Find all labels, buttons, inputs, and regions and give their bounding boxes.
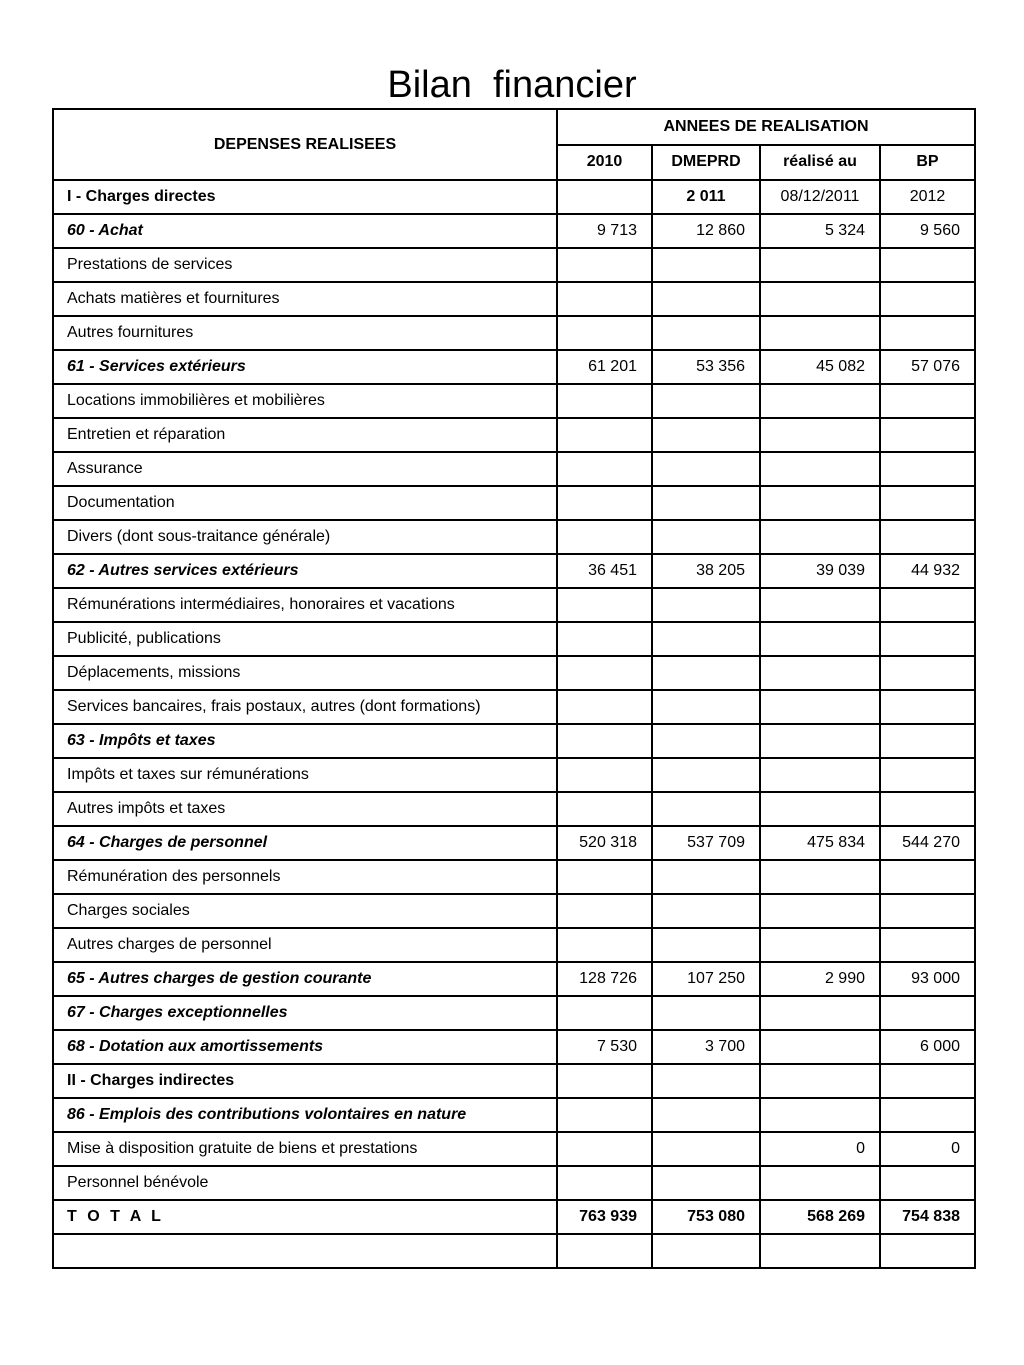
row-label: 64 - Charges de personnel xyxy=(53,826,557,860)
table-row xyxy=(53,452,975,486)
cell-2010: 520 318 xyxy=(557,826,652,860)
table-row xyxy=(53,860,975,894)
cell-dmeprd: 12 860 xyxy=(652,214,760,248)
cell-dmeprd xyxy=(652,1234,760,1268)
table-row xyxy=(53,792,975,826)
cell-dmeprd xyxy=(652,792,760,826)
cell-realise xyxy=(760,690,880,724)
cell-dmeprd xyxy=(652,724,760,758)
cell-bp xyxy=(880,452,975,486)
cell-2010: 763 939 xyxy=(557,1200,652,1234)
cell-bp xyxy=(880,996,975,1030)
cell-2010 xyxy=(557,1234,652,1268)
table-row xyxy=(53,1030,975,1064)
row-label: 67 - Charges exceptionnelles xyxy=(53,996,557,1030)
cell-2010 xyxy=(557,724,652,758)
page-title: Bilan financier xyxy=(387,64,637,106)
row-label: Mise à disposition gratuite de biens et prestations xyxy=(53,1132,557,1166)
row-label: Autres charges de personnel xyxy=(53,928,557,962)
cell-bp: 6 000 xyxy=(880,1030,975,1064)
table-row-subheader xyxy=(53,180,975,214)
header-annees: ANNEES DE REALISATION xyxy=(557,109,975,145)
row-label: Achats matières et fournitures xyxy=(53,282,557,316)
cell-realise xyxy=(760,486,880,520)
cell-realise xyxy=(760,1234,880,1268)
table-row xyxy=(53,1132,975,1166)
cell-dmeprd xyxy=(652,1132,760,1166)
cell-dmeprd xyxy=(652,1166,760,1200)
table-row xyxy=(53,1166,975,1200)
table-row xyxy=(53,248,975,282)
cell-realise xyxy=(760,1098,880,1132)
cell-2010 xyxy=(557,282,652,316)
cell-realise: 5 324 xyxy=(760,214,880,248)
cell-bp xyxy=(880,758,975,792)
row-label: 65 - Autres charges de gestion courante xyxy=(53,962,557,996)
cell-2010 xyxy=(557,1098,652,1132)
cell-bp xyxy=(880,860,975,894)
table-row xyxy=(53,588,975,622)
cell-realise xyxy=(760,384,880,418)
cell-2010 xyxy=(557,894,652,928)
cell-dmeprd: 3 700 xyxy=(652,1030,760,1064)
cell-bp xyxy=(880,248,975,282)
cell-bp xyxy=(880,588,975,622)
row-label: 60 - Achat xyxy=(53,214,557,248)
row-label: II - Charges indirectes xyxy=(53,1064,557,1098)
header-depenses: DEPENSES REALISEES xyxy=(53,109,557,180)
row-label: 86 - Emplois des contributions volontaires en nature xyxy=(53,1098,557,1132)
table-row xyxy=(53,758,975,792)
row-label: 68 - Dotation aux amortissements xyxy=(53,1030,557,1064)
cell-realise xyxy=(760,452,880,486)
table-row xyxy=(53,1200,975,1234)
cell-2010 xyxy=(557,452,652,486)
cell-realise xyxy=(760,1030,880,1064)
cell-dmeprd xyxy=(652,928,760,962)
table-row xyxy=(53,656,975,690)
cell-dmeprd xyxy=(652,1098,760,1132)
cell-2010: 61 201 xyxy=(557,350,652,384)
cell-bp xyxy=(880,282,975,316)
cell-bp xyxy=(880,792,975,826)
row-label: Rémunération des personnels xyxy=(53,860,557,894)
cell-2010 xyxy=(557,622,652,656)
cell-dmeprd xyxy=(652,282,760,316)
cell-dmeprd xyxy=(652,860,760,894)
cell-dmeprd xyxy=(652,486,760,520)
table-row xyxy=(53,384,975,418)
cell-dmeprd xyxy=(652,690,760,724)
row-label: T O T A L xyxy=(53,1200,557,1234)
cell-realise xyxy=(760,588,880,622)
table-row xyxy=(53,724,975,758)
table-row xyxy=(53,520,975,554)
cell-realise xyxy=(760,928,880,962)
col-realise: réalisé au xyxy=(760,145,880,181)
cell-bp: 0 xyxy=(880,1132,975,1166)
row-label: Services bancaires, frais postaux, autres (dont formations) xyxy=(53,690,557,724)
table-row xyxy=(53,622,975,656)
cell-2010 xyxy=(557,180,652,214)
table-row xyxy=(53,928,975,962)
cell-dmeprd: 107 250 xyxy=(652,962,760,996)
col-dmeprd: DMEPRD xyxy=(652,145,760,181)
table-row xyxy=(53,282,975,316)
cell-dmeprd xyxy=(652,656,760,690)
cell-2010 xyxy=(557,248,652,282)
table-row xyxy=(53,996,975,1030)
table-row xyxy=(53,486,975,520)
cell-bp xyxy=(880,316,975,350)
cell-realise xyxy=(760,758,880,792)
cell-2010: 36 451 xyxy=(557,554,652,588)
table-row xyxy=(53,316,975,350)
row-label: Entretien et réparation xyxy=(53,418,557,452)
table-row xyxy=(53,214,975,248)
cell-2010 xyxy=(557,1166,652,1200)
cell-2010 xyxy=(557,418,652,452)
row-label: I - Charges directes xyxy=(53,180,557,214)
col-2010: 2010 xyxy=(557,145,652,181)
cell-realise xyxy=(760,248,880,282)
cell-realise xyxy=(760,282,880,316)
table-row xyxy=(53,1234,975,1268)
cell-dmeprd xyxy=(652,758,760,792)
cell-bp xyxy=(880,1234,975,1268)
cell-2010 xyxy=(557,588,652,622)
cell-2010 xyxy=(557,928,652,962)
cell-bp xyxy=(880,1098,975,1132)
cell-bp xyxy=(880,724,975,758)
row-label: Autres fournitures xyxy=(53,316,557,350)
cell-realise: 568 269 xyxy=(760,1200,880,1234)
row-label: Autres impôts et taxes xyxy=(53,792,557,826)
row-label: Divers (dont sous-traitance générale) xyxy=(53,520,557,554)
cell-bp xyxy=(880,1166,975,1200)
cell-dmeprd: 753 080 xyxy=(652,1200,760,1234)
cell-2010 xyxy=(557,486,652,520)
cell-dmeprd: 53 356 xyxy=(652,350,760,384)
cell-bp xyxy=(880,928,975,962)
cell-2010 xyxy=(557,758,652,792)
cell-bp xyxy=(880,622,975,656)
cell-bp xyxy=(880,418,975,452)
cell-dmeprd xyxy=(652,316,760,350)
row-label: 62 - Autres services extérieurs xyxy=(53,554,557,588)
col-bp: BP xyxy=(880,145,975,181)
table-row xyxy=(53,894,975,928)
cell-realise: 475 834 xyxy=(760,826,880,860)
cell-bp: 9 560 xyxy=(880,214,975,248)
cell-dmeprd: 2 011 xyxy=(652,180,760,214)
cell-realise xyxy=(760,622,880,656)
cell-dmeprd xyxy=(652,248,760,282)
table-row xyxy=(53,962,975,996)
cell-dmeprd xyxy=(652,1064,760,1098)
row-label: Déplacements, missions xyxy=(53,656,557,690)
row-label: Assurance xyxy=(53,452,557,486)
cell-bp xyxy=(880,520,975,554)
row-label: Documentation xyxy=(53,486,557,520)
cell-realise xyxy=(760,792,880,826)
cell-dmeprd xyxy=(652,384,760,418)
cell-2010 xyxy=(557,384,652,418)
cell-dmeprd xyxy=(652,894,760,928)
cell-2010 xyxy=(557,690,652,724)
cell-dmeprd xyxy=(652,418,760,452)
cell-2010 xyxy=(557,316,652,350)
cell-realise xyxy=(760,996,880,1030)
cell-2010 xyxy=(557,792,652,826)
cell-realise xyxy=(760,1166,880,1200)
cell-bp xyxy=(880,894,975,928)
row-label: 63 - Impôts et taxes xyxy=(53,724,557,758)
cell-dmeprd xyxy=(652,520,760,554)
cell-2010 xyxy=(557,860,652,894)
cell-bp: 57 076 xyxy=(880,350,975,384)
cell-bp: 2012 xyxy=(880,180,975,214)
cell-2010: 7 530 xyxy=(557,1030,652,1064)
cell-dmeprd xyxy=(652,996,760,1030)
table-row xyxy=(53,1098,975,1132)
cell-realise xyxy=(760,894,880,928)
row-label: Personnel bénévole xyxy=(53,1166,557,1200)
table-row xyxy=(53,350,975,384)
cell-realise xyxy=(760,656,880,690)
cell-bp: 544 270 xyxy=(880,826,975,860)
cell-realise xyxy=(760,860,880,894)
cell-2010 xyxy=(557,1132,652,1166)
cell-realise xyxy=(760,316,880,350)
cell-realise: 45 082 xyxy=(760,350,880,384)
row-label: 61 - Services extérieurs xyxy=(53,350,557,384)
cell-bp xyxy=(880,1064,975,1098)
cell-bp xyxy=(880,690,975,724)
table-row xyxy=(53,826,975,860)
cell-realise xyxy=(760,724,880,758)
cell-2010 xyxy=(557,1064,652,1098)
cell-2010: 9 713 xyxy=(557,214,652,248)
table-row xyxy=(53,418,975,452)
table-row xyxy=(53,690,975,724)
cell-bp xyxy=(880,656,975,690)
cell-realise: 08/12/2011 xyxy=(760,180,880,214)
financial-table xyxy=(52,108,976,1269)
cell-bp xyxy=(880,384,975,418)
cell-realise xyxy=(760,1064,880,1098)
cell-realise xyxy=(760,418,880,452)
row-label: Locations immobilières et mobilières xyxy=(53,384,557,418)
table-body xyxy=(53,180,975,1268)
cell-bp: 44 932 xyxy=(880,554,975,588)
cell-bp xyxy=(880,486,975,520)
cell-dmeprd xyxy=(652,452,760,486)
table-row xyxy=(53,554,975,588)
cell-bp: 754 838 xyxy=(880,1200,975,1234)
cell-2010 xyxy=(557,996,652,1030)
row-label: Publicité, publications xyxy=(53,622,557,656)
cell-realise: 39 039 xyxy=(760,554,880,588)
cell-2010 xyxy=(557,656,652,690)
cell-dmeprd xyxy=(652,588,760,622)
row-label: Prestations de services xyxy=(53,248,557,282)
row-label: Rémunérations intermédiaires, honoraires et vacations xyxy=(53,588,557,622)
row-label: Charges sociales xyxy=(53,894,557,928)
cell-realise: 2 990 xyxy=(760,962,880,996)
cell-dmeprd: 38 205 xyxy=(652,554,760,588)
row-label: Impôts et taxes sur rémunérations xyxy=(53,758,557,792)
cell-realise: 0 xyxy=(760,1132,880,1166)
table-row xyxy=(53,1064,975,1098)
cell-2010 xyxy=(557,520,652,554)
cell-realise xyxy=(760,520,880,554)
cell-dmeprd: 537 709 xyxy=(652,826,760,860)
cell-2010: 128 726 xyxy=(557,962,652,996)
cell-dmeprd xyxy=(652,622,760,656)
row-label xyxy=(53,1234,557,1268)
cell-bp: 93 000 xyxy=(880,962,975,996)
